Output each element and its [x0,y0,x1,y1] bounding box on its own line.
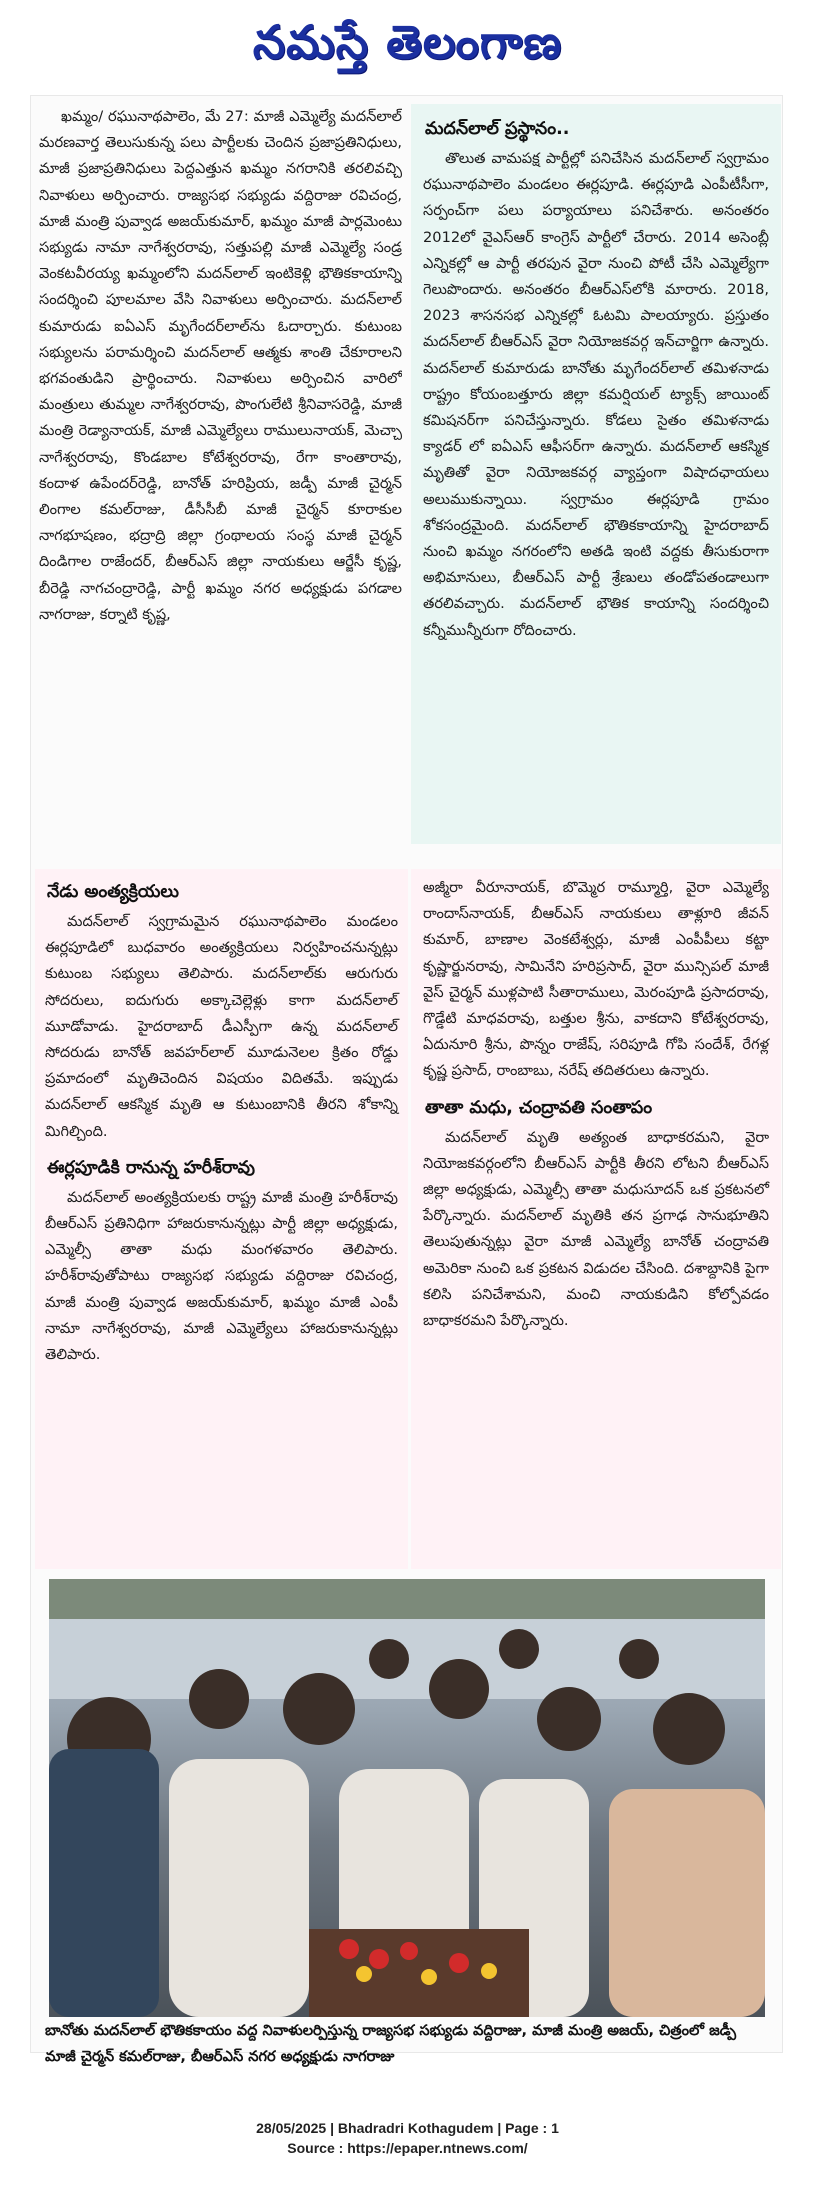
page-footer [0,2118,815,2158]
footer-source-link[interactable]: Source : https://epaper.ntnews.com/ [287,2140,528,2156]
funeral-heading: నేడు అంత్యక్రియలు [47,882,179,902]
profile-heading: మదన్‌లాల్ ప్రస్థానం.. [425,119,570,139]
continued-paragraph: అజ్మీరా వీరూనాయక్, బొమ్మెర రామ్మూర్తి, వైరా ఎమ్మెల్యే రాందాస్‌నాయక్, బీఆర్‌ఎస్ నాయకులు తాళ్లూరి జీవన్ కుమార్, బాణాల వెంకటేశ్వర్లు, మాజీ ఎంపీపీలు కట్టా కృష్ణార్జునరావు, సామినేని హరిప్రసాద్, వైరా మున్సిపల్ మాజీ వైస్ చైర్మన్ ముళ్లపాటి సీతారాములు, మెరంపూడి ప్రసాదరావు, గొడ్డేటి మాధవరావు, బత్తుల శ్రీను, వాకదాని కోటేశ్వరరావు, ఏదునూరి శ్రీను, పొన్నం రాజేష్, సరిపూడి గోపి సందేశ్, రేగళ్ల కృష్ణ ప్రసాద్, రాంబాబు, నరేష్ తదితరులు ఉన్నారు. [423,879,769,1080]
profile-box [411,104,781,844]
profile-paragraph: తొలుత వామపక్ష పార్టీల్లో పనిచేసిన మదన్‌లాల్ స్వగ్రామం రఘునాథపాలెం మండలం ఈర్లపూడి. ఈర్లపూడి ఎంపీటీసీగా, సర్పంచ్‌గా పలు పర్యాయాలు పనిచేశారు. అనంతరం 2012లో వైఎస్‌ఆర్ కాంగ్రెస్ పార్టీలో చేరారు. 2014 అసెంబ్లీ ఎన్నికల్లో ఆ పార్టీ తరపున వైరా నుంచి పోటీ చేసి ఎమ్మెల్యేగా గెలుపొందారు. అనంతరం బీఆర్‌ఎస్‌లోకి మారారు. 2018, 2023 శాసనసభ ఎన్నికల్లో ఓటమి పాలయ్యారు. ప్రస్తుతం మదన్‌లాల్ బీఆర్‌ఎస్ వైరా నియోజకవర్గ ఇన్‌చార్జిగా ఉన్నారు. మదన్‌లాల్ కుమారుడు బానోతు మృగేందర్‌లాల్ తమిళనాడు రాష్ట్రం కోయంబత్తూరు జిల్లా కమర్షియల్ ట్యాక్స్ జాయింట్ కమిషనర్‌గా పనిచేస్తున్నారు. కోడలు సైతం తమిళనాడు క్యాడర్ లో ఐఏఎస్ ఆఫీసర్‌గా ఉన్నారు. మదన్‌లాల్ ఆకస్మిక మృతితో వైరా నియోజకవర్గ వ్యాప్తంగా విషాదఛాయలు అలుముకున్నాయి. స్వగ్రామం ఈర్లపూడి గ్రామం శోకసంద్రమైంది. మదన్‌లాల్ భౌతికకాయాన్ని హైదరాబాద్ నుంచి ఖమ్మం నగరంలోని అతడి ఇంటి వద్దకు తీసుకురాగా అభిమానులు, బీఆర్‌ఎస్ పార్టీ శ్రేణులు తండోపతండాలుగా తరలివచ్చారు. మదన్‌లాల్ భౌతిక కాయాన్ని సందర్శించి కన్నీమున్నీరుగా రోదించారు. [423,150,769,639]
photo-caption: బానోతు మదన్‌లాల్ భౌతికకాయం వద్ద నివాళులర్పిస్తున్న రాజ్యసభ సభ్యుడు వద్దిరాజు, మాజీ మంత్రి అజయ్, చిత్రంలో జడ్పీ మాజీ చైర్మన్ కమల్‌రాజు, బీఆర్‌ఎస్ నగర అధ్యక్షుడు నాగరాజు [45,2022,736,2065]
condolence-heading: తాతా మధు, చంద్రావతి సంతాపం [425,1097,653,1118]
news-photo [49,1579,765,2017]
lead-paragraph: ఖమ్మం/ రఘునాథపాలెం, మే 27: మాజీ ఎమ్మెల్యే మదన్‌లాల్ మరణవార్త తెలుసుకున్న పలు పార్టీలకు చెందిన ప్రజాప్రతినిధులు, మాజీ ప్రజాప్రతినిధులు పెద్దఎత్తున ఖమ్మం నగరానికి తరలివచ్చి నివాళులు అర్పించారు. రాజ్యసభ సభ్యుడు వద్దిరాజు రవిచంద్ర, మాజీ మంత్రి పువ్వాడ అజయ్‌కుమార్, ఖమ్మం మాజీ పార్లమెంటు సభ్యుడు నామా నాగేశ్వరరావు, సత్తుపల్లి మాజీ ఎమ్మెల్యే సండ్ర వెంకటవీరయ్య ఖమ్మంలోని మదన్‌లాల్ ఇంటికెళ్లి భౌతికకాయాన్ని సందర్శించి పూలమాల వేసి నివాళులు అర్పించారు. మదన్‌లాల్ కుమారుడు ఐఏఎస్ మృగేందర్‌లాల్‌ను ఓదార్చారు. కుటుంబ సభ్యులను పరామర్శించి మదన్‌లాల్ ఆత్మకు శాంతి చేకూరాలని భగవంతుడిని ప్రార్థించారు. నివాళులు అర్పించిన వారిలో మంత్రులు తుమ్మల నాగేశ్వరరావు, పొంగులేటి శ్రీనివాసరెడ్డి, మాజీ మంత్రి రెడ్యానాయక్, మాజీ ఎమ్మెల్యేలు రాములునాయక్, మెచ్చా నాగేశ్వరరావు, కొండబాల కోటేశ్వరరావు, రేగా కాంతారావు, కందాళ ఉపేందర్‌రెడ్డి, బానోత్ హరిప్రియ, జడ్పీ మాజీ చైర్మన్ లింగాల కమల్‌రాజు, డీసీసీబీ మాజీ చైర్మన్ కూరాకుల నాగభూషణం, భద్రాద్రి జిల్లా గ్రంథాలయ సంస్థ మాజీ చైర్మన్ దిండిగాల రాజేందర్, బీఆర్‌ఎస్ జిల్లా నాయకులు ఆర్జేసీ కృష్ణ, బీరెడ్డి నాగచంద్రారెడ్డి, పార్టీ ఖమ్మం నగర అధ్యక్షుడు పగడాల నాగరాజు, కర్నాటి కృష్ణ, [39,108,402,623]
harish-paragraph: మదన్‌లాల్ అంత్యక్రియలకు రాష్ట్ర మాజీ మంత్రి హరీశ్‌రావు బీఆర్‌ఎస్ ప్రతినిధిగా హాజరుకానున్నట్లు పార్టీ జిల్లా అధ్యక్షుడు, ఎమ్మెల్సీ తాతా మధు మంగళవారం తెలిపారు. హరీశ్‌రావుతోపాటు రాజ్యసభ సభ్యుడు వద్దిరాజు రవిచంద్ర, మాజీ మంత్రి పువ్వాడ అజయ్‌కుమార్, ఖమ్మం మాజీ ఎంపీ నామా నాగేశ్వరరావు, మాజీ ఎమ్మెల్యేలు హాజరుకానున్నట్లు తెలిపారు. [45,1188,398,1364]
funeral-paragraph: మదన్‌లాల్ స్వగ్రామమైన రఘునాథపాలెం మండలం ఈర్లపూడిలో బుధవారం అంత్యక్రియలు నిర్వహించనున్నట్లు కుటుంబ సభ్యులు తెలిపారు. మదన్‌లాల్‌కు ఆరుగురు సోదరులు, ఐదుగురు అక్కాచెల్లెళ్లు కాగా మదన్‌లాల్ మూడోవాడు. హైదరాబాద్ డీఎస్పీగా ఉన్న మదన్‌లాల్ సోదరుడు బానోత్ జవహర్‌లాల్ మూడునెలల క్రితం రోడ్డు ప్రమాదంలో మృతిచెందిన విషయం విదితమే. ఇప్పుడు మదన్‌లాల్ ఆకస్మిక మృతి ఆ కుటుంబానికి తీరని శోకాన్ని మిగిల్చింది. [45,913,398,1140]
condolence-paragraph: మదన్‌లాల్ మృతి అత్యంత బాధాకరమని, వైరా నియోజకవర్గంలోని బీఆర్‌ఎస్ పార్టీకి తీరని లోటని బీఆర్‌ఎస్ జిల్లా అధ్యక్షుడు, ఎమ్మెల్సీ తాతా మధుసూదన్ ఒక ప్రకటనలో పేర్కొన్నారు. మదన్‌లాల్ మృతికి తన ప్రగాఢ సానుభూతిని తెలుపుతున్నట్లు వైరా మాజీ ఎమ్మెల్యే బానోత్ చంద్రావతి అమెరికా నుంచి ఒక ప్రకటన విడుదల చేసింది. దశాబ్దానికి పైగా కలిసి పనిచేశామని, మంచి నాయకుడిని కోల్పోవడం బాధాకరమని పేర్కొన్నారు. [423,1128,769,1330]
left-lower-column [35,869,408,1569]
harish-heading: ఈర్లపూడికి రానున్న హరీశ్‌రావు [47,1157,256,1178]
crowd-illustration [49,1579,765,2017]
masthead [0,8,815,88]
footer-date-line: 28/05/2025 | Bhadradri Kothagudem | Page : 1 [256,2120,559,2136]
news-clipping [30,95,783,2065]
masthead-title: నమస్తే తెలంగాణ [252,15,563,69]
right-lower-column [411,869,781,1569]
lead-article [39,104,402,864]
